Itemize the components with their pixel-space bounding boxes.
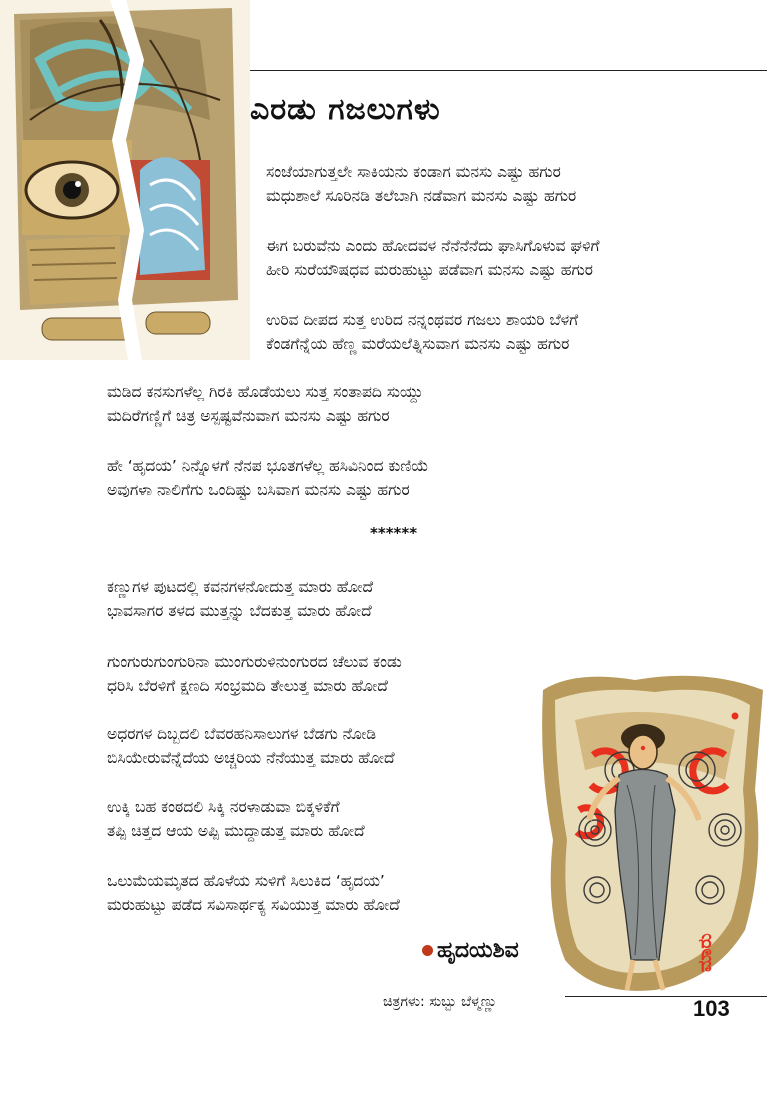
verse-line: ಮಡಿದ ಕನಸುಗಳೆಲ್ಲ ಗಿರಕಿ ಹೊಡೆಯಲು ಸುತ್ತ ಸಂತಾಪದಿ ಸುಯ್ದು	[107, 383, 423, 401]
author-name	[422, 938, 519, 963]
footer-rule	[565, 996, 767, 997]
verse-line: ಹೇ ‘ಹೃದಯ’ ನಿನ್ನೊಳಗೆ ನೆನಪ ಭೂತಗಳೆಲ್ಲ ಹಸಿವಿನಿಂದ ಕುಣಿಯೆ	[107, 457, 429, 475]
verse-line: ಈಗ ಬರುವೆನು ಎಂದು ಹೋದವಳ ನೆನೆನೆನೆದು ಘಾಸಿಗೊಳುವ ಘಳಿಗೆ	[266, 237, 600, 255]
verse-line: ಕಣ್ಣುಗಳ ಪುಟದಲ್ಲಿ ಕವನಗಳನೋದುತ್ತ ಮಾರು ಹೋದೆ	[107, 578, 374, 596]
verse-line: ಸಂಜೆಯಾಗುತ್ತಲೇ ಸಾಕಿಯನು ಕಂಡಾಗ ಮನಸು ಎಷ್ಟು ಹಗುರ	[266, 163, 561, 181]
stanza	[107, 454, 429, 502]
verse-line: ಮಧುಶಾಲೆ ಸೂರಿನಡಿ ತಲೆಬಾಗಿ ನಡೆವಾಗ ಮನಸು ಎಷ್ಟು ಹಗುರ	[266, 187, 577, 205]
verse-line: ಅವುಗಳಾ ನಾಲಿಗೆಗು ಒಂದಿಷ್ಟು ಬಸಿವಾಗ ಮನಸು ಎಷ್ಟು ಹಗುರ	[107, 481, 410, 499]
page-title: ಎರಡು ಗಜಲುಗಳು	[250, 92, 441, 127]
illustration-bottom-right	[535, 660, 767, 1000]
stanza	[107, 380, 423, 428]
stanza	[266, 308, 578, 356]
author-label: ಹೃದಯಶಿವ	[437, 938, 519, 963]
stanza	[107, 650, 402, 698]
bullet-icon	[422, 945, 433, 956]
verse-line: ಭಾವಸಾಗರ ತಳದ ಮುತ್ತನ್ನು ಬೆದಕುತ್ತ ಮಾರು ಹೋದೆ	[107, 602, 372, 620]
section-separator: ******	[370, 524, 418, 542]
verse-line: ಹೀರಿ ಸುರೆಯೌಷಧವ ಮರುಹುಟ್ಟು ಪಡೆವಾಗ ಮನಸು ಎಷ್ಟು ಹಗುರ	[266, 261, 593, 279]
stanza	[107, 575, 373, 623]
verse-line: ತಪ್ಪಿ ಚಿತ್ತದ ಆಯ ಅಪ್ಪಿ ಮುದ್ದಾಡುತ್ತ ಮಾರು ಹೋದೆ	[107, 822, 365, 840]
illustration-credit: ಚಿತ್ರಗಳು: ಸುಬ್ಬು ಬೆಳ್ಮಣ್ಣು	[383, 994, 498, 1010]
page-number: 103	[693, 996, 730, 1021]
verse-line: ಮರುಹುಟ್ಟು ಪಡೆದ ಸವಿಸಾರ್ಥಕ್ಯ ಸವಿಯುತ್ತ ಮಾರು ಹೋದೆ	[107, 896, 400, 914]
stanza	[266, 160, 576, 208]
verse-line: ಉರಿವ ದೀಪದ ಸುತ್ತ ಉರಿದ ನನ್ನಂಥವರ ಗಜಲು ಶಾಯರಿ ಬೆಳಗೆ	[266, 311, 579, 329]
stanza	[107, 869, 400, 917]
stanza	[107, 795, 365, 843]
stanza	[107, 722, 395, 770]
svg-text:ಮಾರು: ಮಾರು	[695, 933, 716, 972]
verse-line: ಗುಂಗುರುಗುಂಗುರಿನಾ ಮುಂಗುರುಳಿನುಂಗುರದ ಚೆಲುವ ಕಂಡು	[107, 653, 402, 671]
verse-line: ಉಕ್ಕಿ ಬಹ ಕಂಠದಲಿ ಸಿಕ್ಕಿ ನರಳಾಡುವಾ ಬಿಕ್ಕಳಿಕೆಗೆ	[107, 798, 340, 816]
verse-line: ಅಧರಗಳ ದಿಬ್ಬದಲಿ ಬೆವರಹನಿಸಾಲುಗಳ ಬೆಡಗು ನೋಡಿ	[107, 725, 377, 743]
verse-line: ಕೆಂಡಗೆನ್ನೆಯ ಹೆಣ್ಣ ಮರೆಯಲೆತ್ನಿಸುವಾಗ ಮನಸು ಎಷ್ಟು ಹಗುರ	[266, 335, 570, 353]
verse-line: ಮದಿರೆಗಣ್ಣಿಗೆ ಚಿತ್ರ ಅಸ್ಪಷ್ಟವೆನುವಾಗ ಮನಸು ಎಷ್ಟು ಹಗುರ	[107, 407, 390, 425]
header-rule	[248, 70, 767, 71]
verse-line: ಒಲುಮೆಯಮೃತದ ಹೊಳೆಯ ಸುಳಿಗೆ ಸಿಲುಕಿದ ‘ಹೃದಯ’	[107, 872, 385, 890]
stanza	[266, 234, 600, 282]
verse-line: ಧರಿಸಿ ಬೆರಳಿಗೆ ಕ್ಷಣದಿ ಸಂಭ್ರಮದಿ ತೇಲುತ್ತ ಮಾರು ಹೋದೆ	[107, 677, 388, 695]
verse-line: ಬಿಸಿಯೇರುವೆನ್ನೆದೆಯ ಅಚ್ಚರಿಯ ನೆನೆಯುತ್ತ ಮಾರು ಹೋದೆ	[107, 749, 395, 767]
illustration-top-left	[0, 0, 250, 360]
